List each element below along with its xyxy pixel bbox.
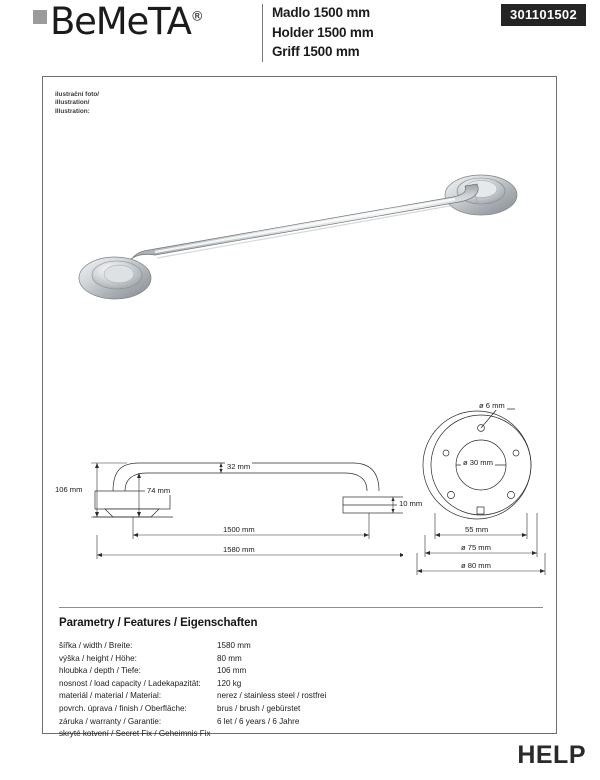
dim-mid-75: ø 75 mm xyxy=(461,543,491,552)
flange-plan-drawing xyxy=(411,395,559,580)
table-row xyxy=(59,716,539,729)
table-row xyxy=(59,665,539,678)
param-value: 6 let / 6 years / 6 Jahre xyxy=(217,716,300,726)
dim-inner-30: ø 30 mm xyxy=(463,458,493,467)
table-row xyxy=(59,678,539,691)
illustration-note-en: illustration/ xyxy=(55,99,90,107)
parameters-table xyxy=(59,640,539,741)
param-key: povrch. úprava / finish / Oberfläche: xyxy=(59,703,187,713)
table-row xyxy=(59,690,539,703)
registered-trademark-icon: ® xyxy=(190,9,204,25)
illustration-note-cs: ilustrační foto/ xyxy=(55,91,100,98)
dim-center-1500: 1500 mm xyxy=(223,525,255,534)
parameters-title: Parametry / Features / Eigenschaften xyxy=(59,617,258,629)
param-value: brus / brush / gebürstet xyxy=(217,703,301,713)
param-value: 1580 mm xyxy=(217,641,251,650)
photo-bar xyxy=(123,184,478,278)
param-value: nerez / stainless steel / rostfrei xyxy=(217,691,327,701)
side-elevation-drawing xyxy=(53,445,423,575)
header-divider xyxy=(262,4,263,62)
product-title-en: Holder 1500 mm xyxy=(272,24,374,40)
product-photo xyxy=(63,162,541,302)
param-key: hloubka / depth / Tiefe: xyxy=(59,666,141,676)
help-logo: HELP xyxy=(517,741,586,769)
illustration-note-de: Illustration: xyxy=(55,107,90,115)
product-title-cs: Madlo 1500 mm xyxy=(272,5,370,20)
illustration-note xyxy=(55,91,99,116)
logo-wordmark xyxy=(50,0,204,43)
product-code-badge: 301101502 xyxy=(501,4,586,26)
logo-square-icon xyxy=(33,10,47,24)
photo-flange-right xyxy=(445,175,517,215)
parameters-divider xyxy=(59,607,543,608)
dim-hole-6: ø 6 mm xyxy=(479,401,505,410)
table-row xyxy=(59,640,539,653)
dim-tube-32: 32 mm xyxy=(227,462,251,471)
product-title-de: Griff 1500 mm xyxy=(272,44,360,59)
param-value: 106 mm xyxy=(217,666,247,676)
dim-bolt-55: 55 mm xyxy=(465,525,489,534)
dim-outer-80: ø 80 mm xyxy=(461,561,491,570)
photo-flange-left xyxy=(79,257,151,299)
table-row xyxy=(59,728,539,741)
bemeta-logo xyxy=(33,0,204,43)
param-key: záruka / warranty / Garantie: xyxy=(59,716,162,726)
product-titles xyxy=(272,3,374,62)
param-value: 80 mm xyxy=(217,653,242,663)
param-key: nosnost / load capacity / Ladekapazität: xyxy=(59,678,201,688)
param-key: materiál / material / Material: xyxy=(59,691,162,701)
param-key: výška / height / Höhe: xyxy=(59,653,137,663)
table-row xyxy=(59,653,539,666)
param-key: skryté kotvení / Secret Fix / Geheimnis Fix xyxy=(59,729,211,739)
page-header xyxy=(0,0,600,72)
param-value: 120 kg xyxy=(217,678,242,688)
dim-clear-74: 74 mm xyxy=(147,486,171,495)
dim-height-106: 106 mm xyxy=(55,485,83,494)
dim-overall-1580: 1580 mm xyxy=(223,545,255,554)
dim-flange-10: 10 mm xyxy=(399,499,423,508)
param-key: šířka / width / Breite: xyxy=(59,641,133,650)
logo-brand-text: BeMeTA xyxy=(50,0,191,43)
content-box xyxy=(42,76,557,739)
table-row xyxy=(59,703,539,716)
